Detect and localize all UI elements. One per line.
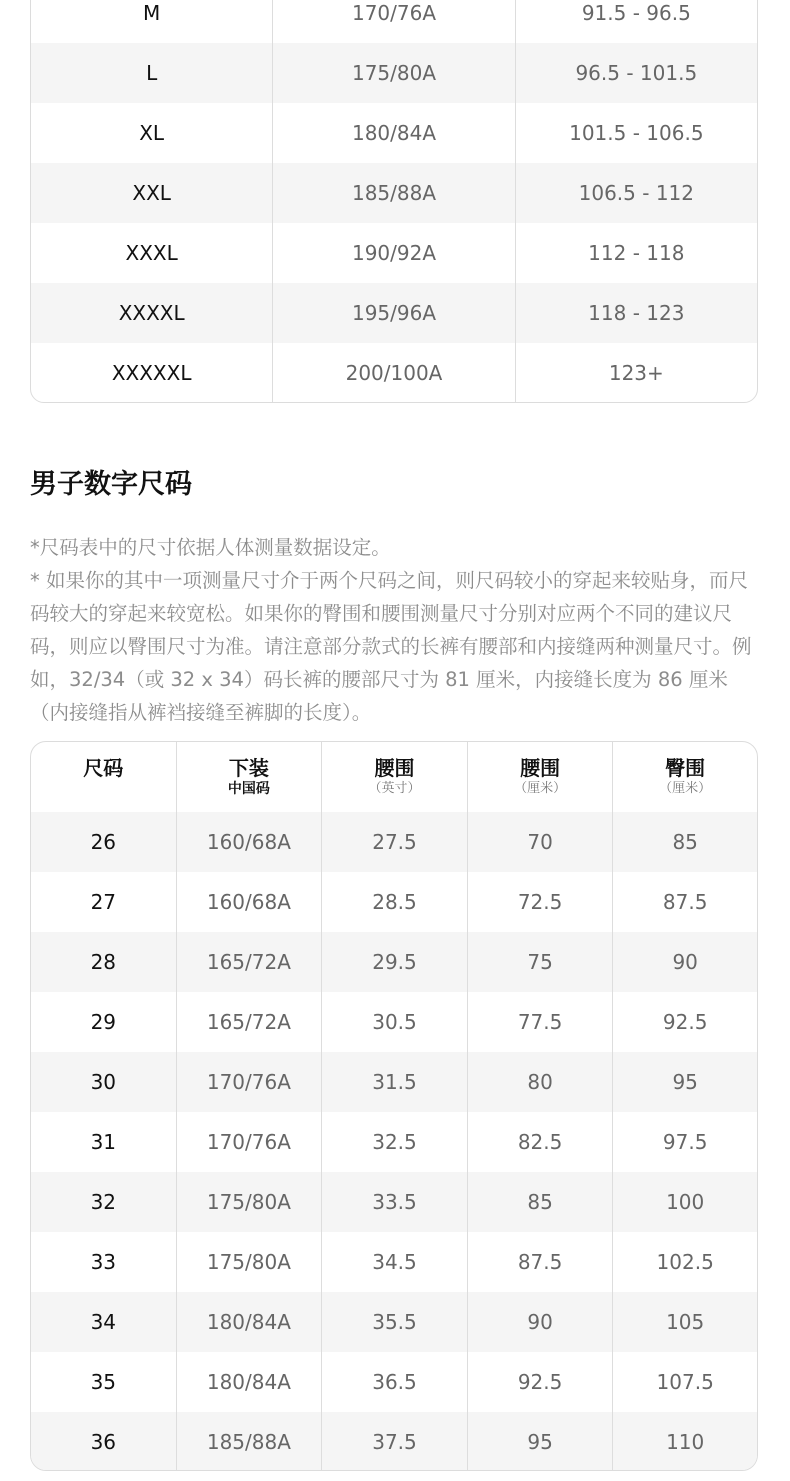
hip-cm-cell: 110 xyxy=(666,1430,705,1454)
header-sublabel: （厘米） xyxy=(659,781,712,796)
china-size-cell: 185/88A xyxy=(177,1412,323,1471)
waist-cm-cell: 82.5 xyxy=(468,1112,614,1172)
header-label: 臀围 xyxy=(665,756,706,780)
waist-inch-cell: 31.5 xyxy=(322,1052,468,1112)
size-cell: L xyxy=(31,43,273,103)
table-row xyxy=(31,932,757,992)
hip-cm-cell: 90 xyxy=(672,950,698,974)
size-cell: XXXXXL xyxy=(31,343,273,403)
table-row xyxy=(31,1232,757,1292)
waist-inch-cell: 37.5 xyxy=(322,1412,468,1471)
range-cell: 96.5 - 101.5 xyxy=(575,61,698,85)
range-cell: 118 - 123 xyxy=(588,301,685,325)
waist-cm-cell: 95 xyxy=(468,1412,614,1471)
range-cell: 101.5 - 106.5 xyxy=(569,121,704,145)
size-notes xyxy=(30,531,766,729)
size-cell: 35 xyxy=(31,1352,177,1412)
table-row xyxy=(31,1352,757,1412)
china-size-cell: 200/100A xyxy=(273,343,515,403)
hip-cm-cell: 92.5 xyxy=(662,1010,708,1034)
table-row xyxy=(31,0,757,43)
hip-cm-cell: 107.5 xyxy=(656,1370,714,1394)
header-cell-waist-in xyxy=(322,742,468,812)
header-cell-bottoms xyxy=(177,742,323,812)
header-sublabel: （英寸） xyxy=(368,781,421,796)
waist-inch-cell: 34.5 xyxy=(322,1232,468,1292)
table-row xyxy=(31,163,757,223)
waist-cm-cell: 80 xyxy=(468,1052,614,1112)
section-title: 男子数字尺码 xyxy=(30,469,192,500)
waist-cm-cell: 72.5 xyxy=(468,872,614,932)
range-cell: 91.5 - 96.5 xyxy=(581,1,691,25)
china-size-cell: 180/84A xyxy=(177,1292,323,1352)
range-cell: 106.5 - 112 xyxy=(578,181,694,205)
table-row xyxy=(31,1292,757,1352)
waist-cm-cell: 85 xyxy=(468,1172,614,1232)
waist-cm-cell: 70 xyxy=(468,812,614,872)
header-label: 腰围 xyxy=(374,756,415,780)
table-row xyxy=(31,992,757,1052)
note-text: * 如果你的其中一项测量尺寸介于两个尺码之间，则尺码较小的穿起来较贴身，而尺码较大的穿起来较宽松。如果你的臀围和腰围测量尺寸分别对应两个不同的建议尺码，则应以臀围尺寸为准。请注意部分款式的长裤有腰部和内接缝两种测量尺寸。例如，32/34（或 32 x 34）码长裤的腰部尺寸为 81 厘米，内接缝长度为 86 厘米（内接缝指从裤裆接缝至裤脚的长度）。 xyxy=(30,569,752,724)
size-cell: 30 xyxy=(31,1052,177,1112)
header-cell-size xyxy=(31,742,177,812)
waist-cm-cell: 77.5 xyxy=(468,992,614,1052)
size-cell: 33 xyxy=(31,1232,177,1292)
header-sublabel: （厘米） xyxy=(514,781,567,796)
waist-inch-cell: 30.5 xyxy=(322,992,468,1052)
waist-inch-cell: 35.5 xyxy=(322,1292,468,1352)
china-size-cell: 180/84A xyxy=(273,103,515,163)
table-row xyxy=(31,872,757,932)
size-cell: 27 xyxy=(31,872,177,932)
table-row xyxy=(31,1052,757,1112)
header-label: 下装 xyxy=(228,756,269,780)
china-size-cell: 160/68A xyxy=(177,812,323,872)
china-size-cell: 185/88A xyxy=(273,163,515,223)
table-row xyxy=(31,1412,757,1471)
hip-cm-cell: 97.5 xyxy=(662,1130,708,1154)
numeric-size-table xyxy=(30,741,758,1471)
waist-cm-cell: 92.5 xyxy=(468,1352,614,1412)
china-size-cell: 175/80A xyxy=(177,1172,323,1232)
waist-cm-cell: 75 xyxy=(468,932,614,992)
size-cell: 32 xyxy=(31,1172,177,1232)
china-size-cell: 180/84A xyxy=(177,1352,323,1412)
hip-cm-cell: 85 xyxy=(672,830,698,854)
waist-cm-cell: 90 xyxy=(468,1292,614,1352)
table-row xyxy=(31,812,757,872)
waist-inch-cell: 27.5 xyxy=(322,812,468,872)
range-cell: 112 - 118 xyxy=(588,241,685,265)
hip-cm-cell: 105 xyxy=(666,1310,705,1334)
china-size-cell: 190/92A xyxy=(273,223,515,283)
waist-inch-cell: 36.5 xyxy=(322,1352,468,1412)
china-size-cell: 170/76A xyxy=(177,1112,323,1172)
range-cell: 123+ xyxy=(608,361,664,385)
hip-cm-cell: 95 xyxy=(672,1070,698,1094)
table-row xyxy=(31,343,757,403)
china-size-cell: 175/80A xyxy=(273,43,515,103)
table-row xyxy=(31,1112,757,1172)
table-body xyxy=(31,812,757,1471)
size-cell: 36 xyxy=(31,1412,177,1471)
header-cell-waist-cm xyxy=(468,742,614,812)
size-cell: 28 xyxy=(31,932,177,992)
size-cell: 26 xyxy=(31,812,177,872)
size-cell: 31 xyxy=(31,1112,177,1172)
china-size-cell: 175/80A xyxy=(177,1232,323,1292)
china-size-cell: 165/72A xyxy=(177,992,323,1052)
size-cell: 29 xyxy=(31,992,177,1052)
header-sublabel: 中国码 xyxy=(227,781,270,797)
table-row xyxy=(31,223,757,283)
header-label: 尺码 xyxy=(83,756,124,780)
waist-inch-cell: 29.5 xyxy=(322,932,468,992)
table-row xyxy=(31,1172,757,1232)
size-cell: 34 xyxy=(31,1292,177,1352)
table-row xyxy=(31,103,757,163)
china-size-cell: 170/76A xyxy=(273,0,515,43)
china-size-cell: 195/96A xyxy=(273,283,515,343)
china-size-cell: 165/72A xyxy=(177,932,323,992)
waist-cm-cell: 87.5 xyxy=(468,1232,614,1292)
waist-inch-cell: 32.5 xyxy=(322,1112,468,1172)
china-size-cell: 160/68A xyxy=(177,872,323,932)
header-label: 腰围 xyxy=(520,756,561,780)
size-cell: XXXL xyxy=(31,223,273,283)
size-cell: XL xyxy=(31,103,273,163)
size-cell: XXXXL xyxy=(31,283,273,343)
size-cell: XXL xyxy=(31,163,273,223)
table-row xyxy=(31,43,757,103)
header-cell-hip-cm xyxy=(613,742,757,812)
waist-inch-cell: 33.5 xyxy=(322,1172,468,1232)
hip-cm-cell: 100 xyxy=(666,1190,705,1214)
china-size-cell: 170/76A xyxy=(177,1052,323,1112)
alpha-size-table xyxy=(30,0,758,403)
hip-cm-cell: 102.5 xyxy=(656,1250,714,1274)
table-header xyxy=(31,742,757,812)
waist-inch-cell: 28.5 xyxy=(322,872,468,932)
table-row xyxy=(31,283,757,343)
note-text: *尺码表中的尺寸依据人体测量数据设定。 xyxy=(30,536,391,559)
size-cell: M xyxy=(31,0,273,43)
hip-cm-cell: 87.5 xyxy=(662,890,708,914)
